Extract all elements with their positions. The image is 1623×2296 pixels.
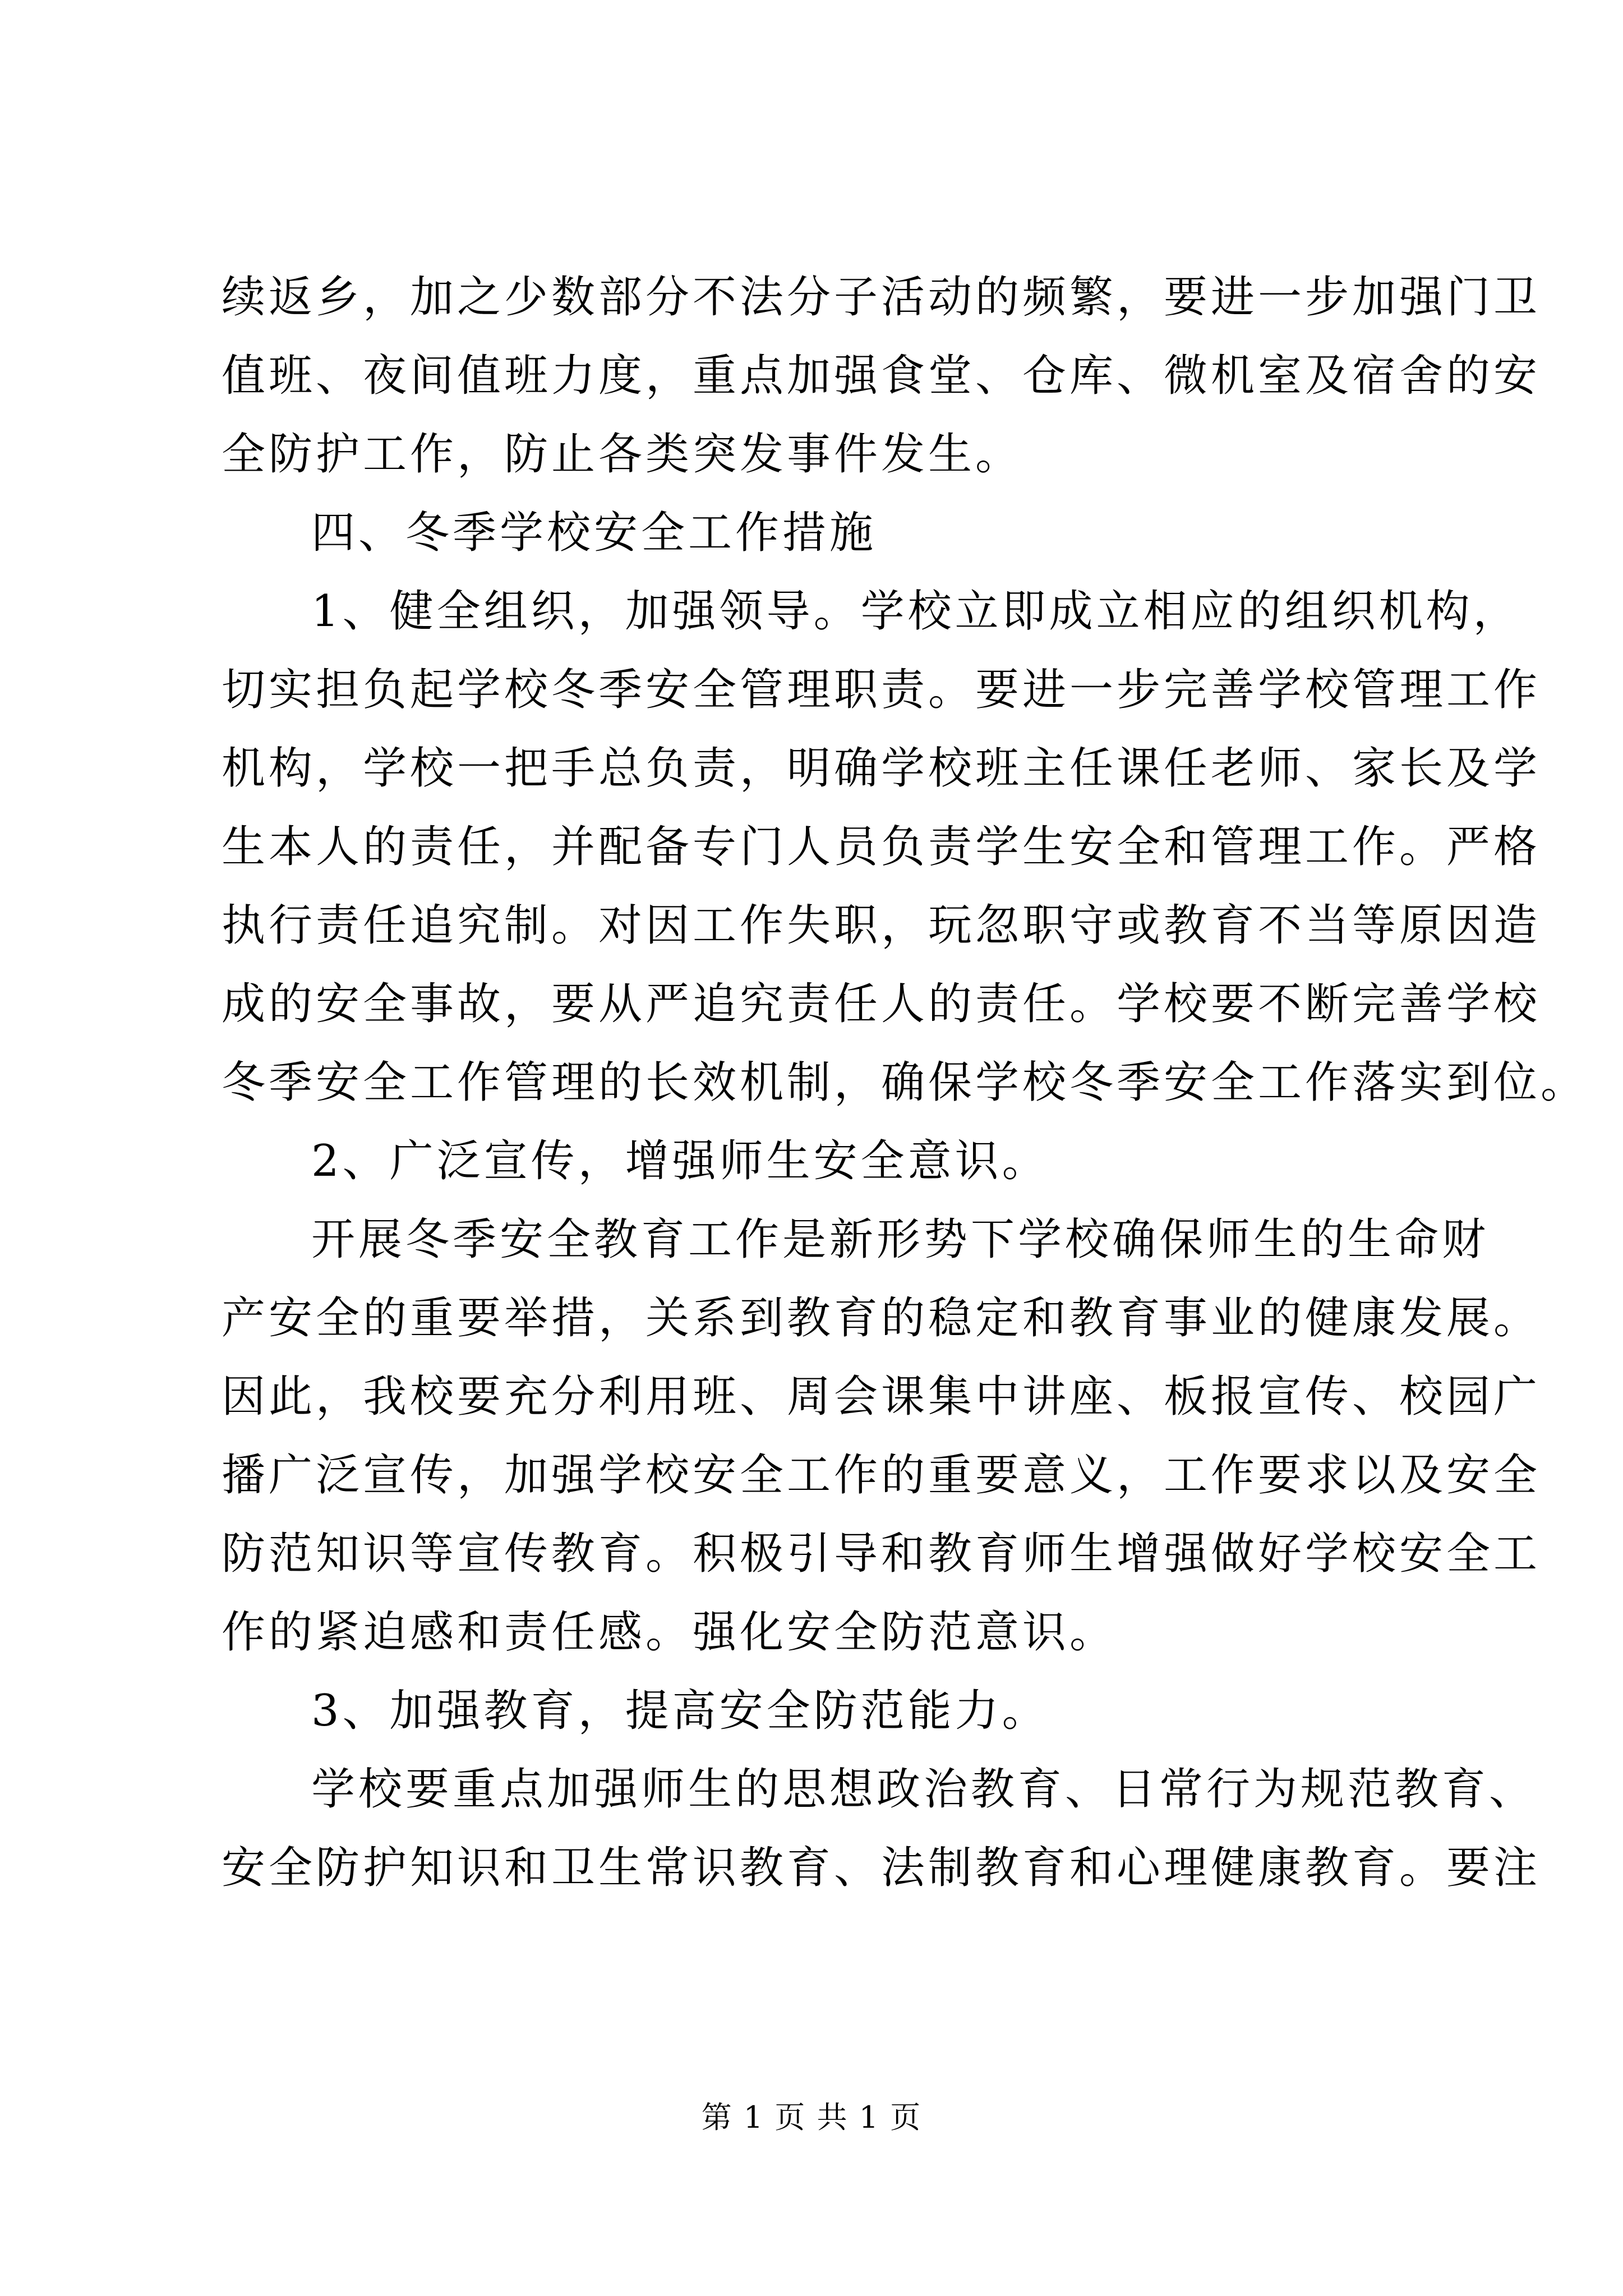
text-line: 生本人的责任，并配备专门人员负责学生安全和管理工作。严格 <box>222 822 1541 872</box>
subsection-heading: 3、加强教育，提高安全防范能力。 <box>311 1686 1049 1736</box>
text-line: 产安全的重要举措，关系到教育的稳定和教育事业的健康发展。 <box>222 1293 1541 1343</box>
page-footer: 第 1 页 共 1 页 <box>701 2100 922 2135</box>
text-line: 切实担负起学校冬季安全管理职责。要进一步完善学校管理工作 <box>222 665 1541 715</box>
section-heading: 四、冬季学校安全工作措施 <box>311 508 877 558</box>
text-line: 值班、夜间值班力度，重点加强食堂、仓库、微机室及宿舍的安 <box>222 351 1541 401</box>
text-line: 开展冬季安全教育工作是新形势下学校确保师生的生命财 <box>311 1214 1490 1265</box>
text-line: 续返乡，加之少数部分不法分子活动的频繁，要进一步加强门卫 <box>222 272 1541 323</box>
text-line: 因此，我校要充分利用班、周会课集中讲座、板报宣传、校园广 <box>222 1372 1541 1422</box>
text-line: 成的安全事故，要从严追究责任人的责任。学校要不断完善学校 <box>222 979 1541 1029</box>
text-line: 防范知识等宣传教育。积极引导和教育师生增强做好学校安全工 <box>222 1529 1541 1579</box>
text-line: 机构，学校一把手总负责，明确学校班主任课任老师、家长及学 <box>222 743 1541 794</box>
text-line: 执行责任追究制。对因工作失职，玩忽职守或教育不当等原因造 <box>222 900 1541 951</box>
subsection-heading: 2、广泛宣传，增强师生安全意识。 <box>311 1136 1049 1186</box>
text-line: 播广泛宣传，加强学校安全工作的重要意义，工作要求以及安全 <box>222 1450 1541 1501</box>
text-line: 学校要重点加强师生的思想政治教育、日常行为规范教育、 <box>311 1764 1537 1815</box>
text-line: 安全防护知识和卫生常识教育、法制教育和心理健康教育。要注 <box>222 1843 1541 1893</box>
text-line: 全防护工作，防止各类突发事件发生。 <box>222 429 1023 480</box>
document-body <box>222 258 1588 1907</box>
text-line: 作的紧迫感和责任感。强化安全防范意识。 <box>222 1607 1117 1658</box>
text-line: 1、健全组织，加强领导。学校立即成立相应的组织机构， <box>311 586 1520 637</box>
text-line: 冬季安全工作管理的长效机制，确保学校冬季安全工作落实到位。 <box>222 1057 1588 1108</box>
